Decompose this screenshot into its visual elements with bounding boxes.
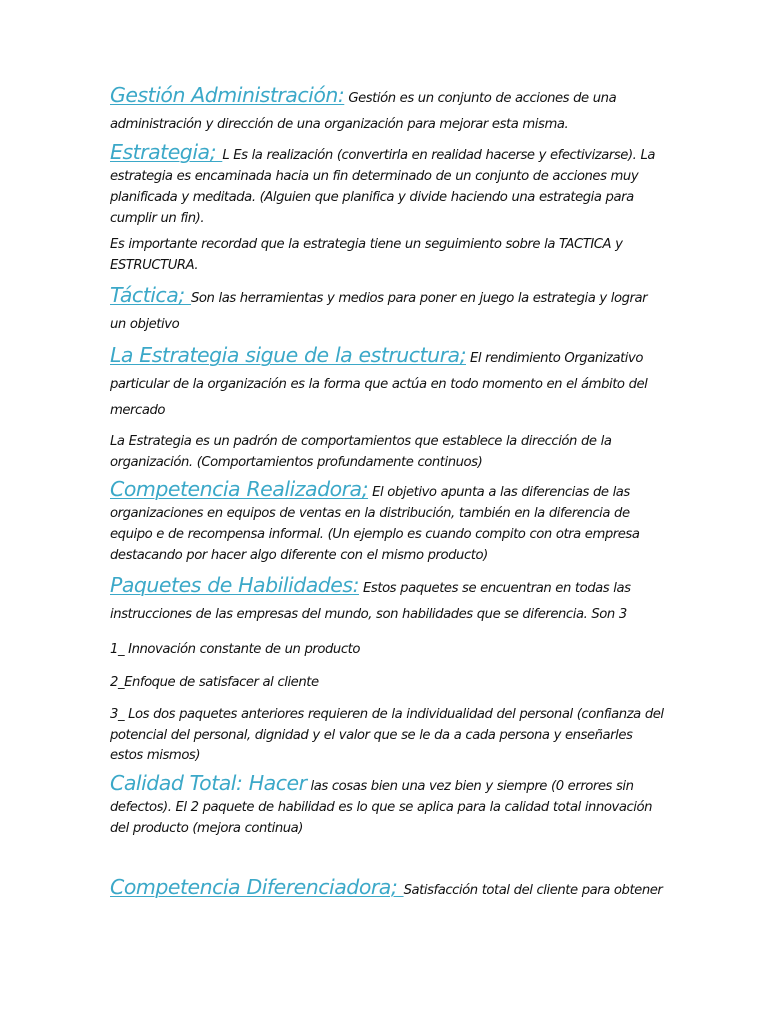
heading-estrategia-estructura: La Estrategia sigue de la estructura;	[110, 343, 466, 367]
list-item-innovacion	[110, 640, 666, 661]
heading-gestion-administracion: Gestión Administración:	[110, 83, 345, 107]
paragraph-text: Son las herramientas y medios para poner en juego la estrategia y lograr un objetivo	[110, 291, 648, 332]
list-item-text: 3_ Los dos paquetes anteriores requieren de la individualidad del personal (confianza del potencial del personal, dignidad y el valor que se le da a cada persona y enseñarles estos mismos)	[110, 707, 664, 763]
paragraph-text: L Es la realización (convertirla en realidad hacerse y efectivizarse). La estrategia es encaminada hacia un fin determinado de un conjunto de acciones muy planificada y meditada. (Alguien que planifica y divide haciendo una estrategia para cumplir un fin).	[110, 148, 655, 226]
paragraph-competencia-realizadora	[110, 479, 666, 566]
document-page	[110, 82, 666, 901]
paragraph-text: El rendimiento Organizativo particular de la organización es la forma que actúa en todo momento en el ámbito del mercado	[110, 351, 648, 418]
paragraph-text: Es importante recordad que la estrategia tiene un seguimiento sobre la TACTICA y ESTRUCTURA.	[110, 237, 623, 273]
heading-competencia-diferenciadora: Competencia Diferenciadora;	[110, 874, 404, 899]
paragraph-competencia-diferenciadora	[110, 874, 666, 902]
heading-estrategia: Estrategia;	[110, 140, 223, 164]
list-item-text: 1_ Innovación constante de un producto	[110, 642, 360, 657]
paragraph-text: las cosas bien una vez bien y siempre (0 errores sin defectos). El 2 paquete de habilidad es lo que se aplica para la calidad total innovación del producto (mejora continua)	[110, 778, 653, 836]
list-item-enfoque	[110, 673, 666, 694]
paragraph-text: Gestión es un conjunto de acciones de una administración y dirección de una organización para mejorar esta misma.	[110, 91, 617, 132]
list-item-text: 2_Enfoque de satisfacer al cliente	[110, 674, 319, 690]
paragraph-text: El objetivo apunta a las diferencias de las organizaciones en equipos de ventas en la distribución, también en la diferencia de equipo e de recompensa informal. (Un ejemplo es cuando compito con otra empresa destacando por hacer algo diferente con el mismo producto)	[110, 485, 640, 563]
paragraph-gestion-administracion	[110, 82, 666, 138]
paragraph-text: La Estrategia es un padrón de comportamientos que establece la dirección de la organización. (Comportamientos profundamente continuos)	[110, 434, 612, 470]
paragraph-estrategia-estructura	[110, 342, 666, 424]
paragraph-tactica	[110, 282, 666, 338]
heading-calidad-total: Calidad Total: Hacer	[110, 770, 307, 795]
paragraph-text: Estos paquetes se encuentran en todas las instrucciones de las empresas del mundo, son habilidades que se diferencia. Son 3	[110, 581, 631, 622]
heading-tactica: Táctica;	[110, 283, 191, 307]
heading-paquetes-habilidades: Paquetes de Habilidades:	[110, 573, 359, 597]
paragraph-estrategia-padron	[110, 432, 666, 473]
heading-competencia-realizadora: Competencia Realizadora;	[110, 477, 369, 501]
paragraph-paquetes-habilidades	[110, 572, 666, 628]
paragraph-estrategia-note	[110, 235, 666, 276]
paragraph-text: Satisfacción total del cliente para obtener	[403, 882, 663, 898]
paragraph-estrategia	[110, 142, 666, 229]
paragraph-calidad-total	[110, 770, 666, 839]
list-item-paquetes-anteriores	[110, 705, 666, 767]
